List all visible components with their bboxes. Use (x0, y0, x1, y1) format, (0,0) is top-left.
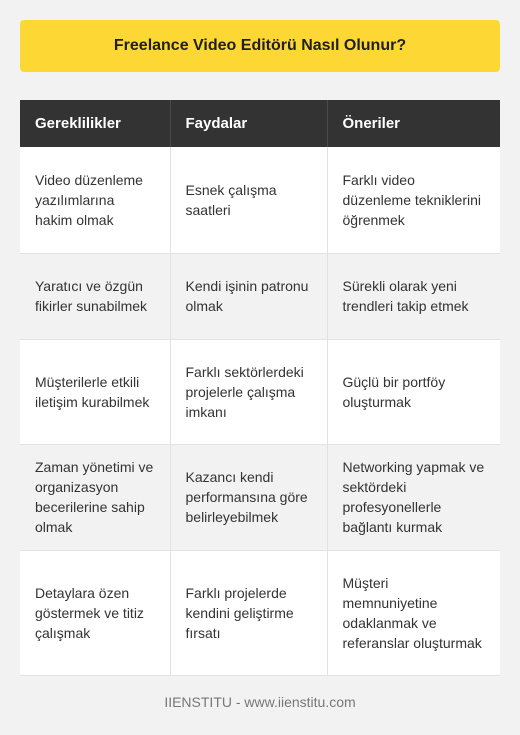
cell-benefit: Esnek çalışma saatleri (170, 147, 327, 253)
cell-recommendation: Müşteri memnuniyetine odaklanmak ve referanslar oluşturmak (327, 550, 500, 675)
header-benefits: Faydalar (170, 100, 327, 147)
cell-benefit: Kazancı kendi performansına göre belirleyebilmek (170, 444, 327, 550)
table-row (20, 339, 500, 444)
footer-credit: IIENSTITU - www.iienstitu.com (164, 694, 356, 710)
cell-benefit: Farklı sektörlerdeki projelerle çalışma imkanı (170, 339, 327, 444)
cell-recommendation: Farklı video düzenleme tekniklerini öğrenmek (327, 147, 500, 253)
comparison-table (20, 100, 500, 676)
cell-requirement: Zaman yönetimi ve organizasyon becerilerine sahip olmak (20, 444, 170, 550)
cell-requirement: Detaylara özen göstermek ve titiz çalışmak (20, 550, 170, 675)
cell-recommendation: Networking yapmak ve sektördeki profesyonellerle bağlantı kurmak (327, 444, 500, 550)
table-row (20, 147, 500, 253)
comparison-table-container (20, 100, 500, 676)
cell-benefit: Kendi işinin patronu olmak (170, 253, 327, 339)
cell-requirement: Müşterilerle etkili iletişim kurabilmek (20, 339, 170, 444)
header-requirements: Gereklilikler (20, 100, 170, 147)
table-row (20, 550, 500, 675)
cell-requirement: Yaratıcı ve özgün fikirler sunabilmek (20, 253, 170, 339)
page-title: Freelance Video Editörü Nasıl Olunur? (20, 20, 500, 72)
table-row (20, 444, 500, 550)
cell-benefit: Farklı projelerde kendini geliştirme fırsatı (170, 550, 327, 675)
cell-requirement: Video düzenleme yazılımlarına hakim olmak (20, 147, 170, 253)
table-row (20, 253, 500, 339)
table-header-row (20, 100, 500, 147)
cell-recommendation: Sürekli olarak yeni trendleri takip etmek (327, 253, 500, 339)
cell-recommendation: Güçlü bir portföy oluşturmak (327, 339, 500, 444)
header-recommendations: Öneriler (327, 100, 500, 147)
